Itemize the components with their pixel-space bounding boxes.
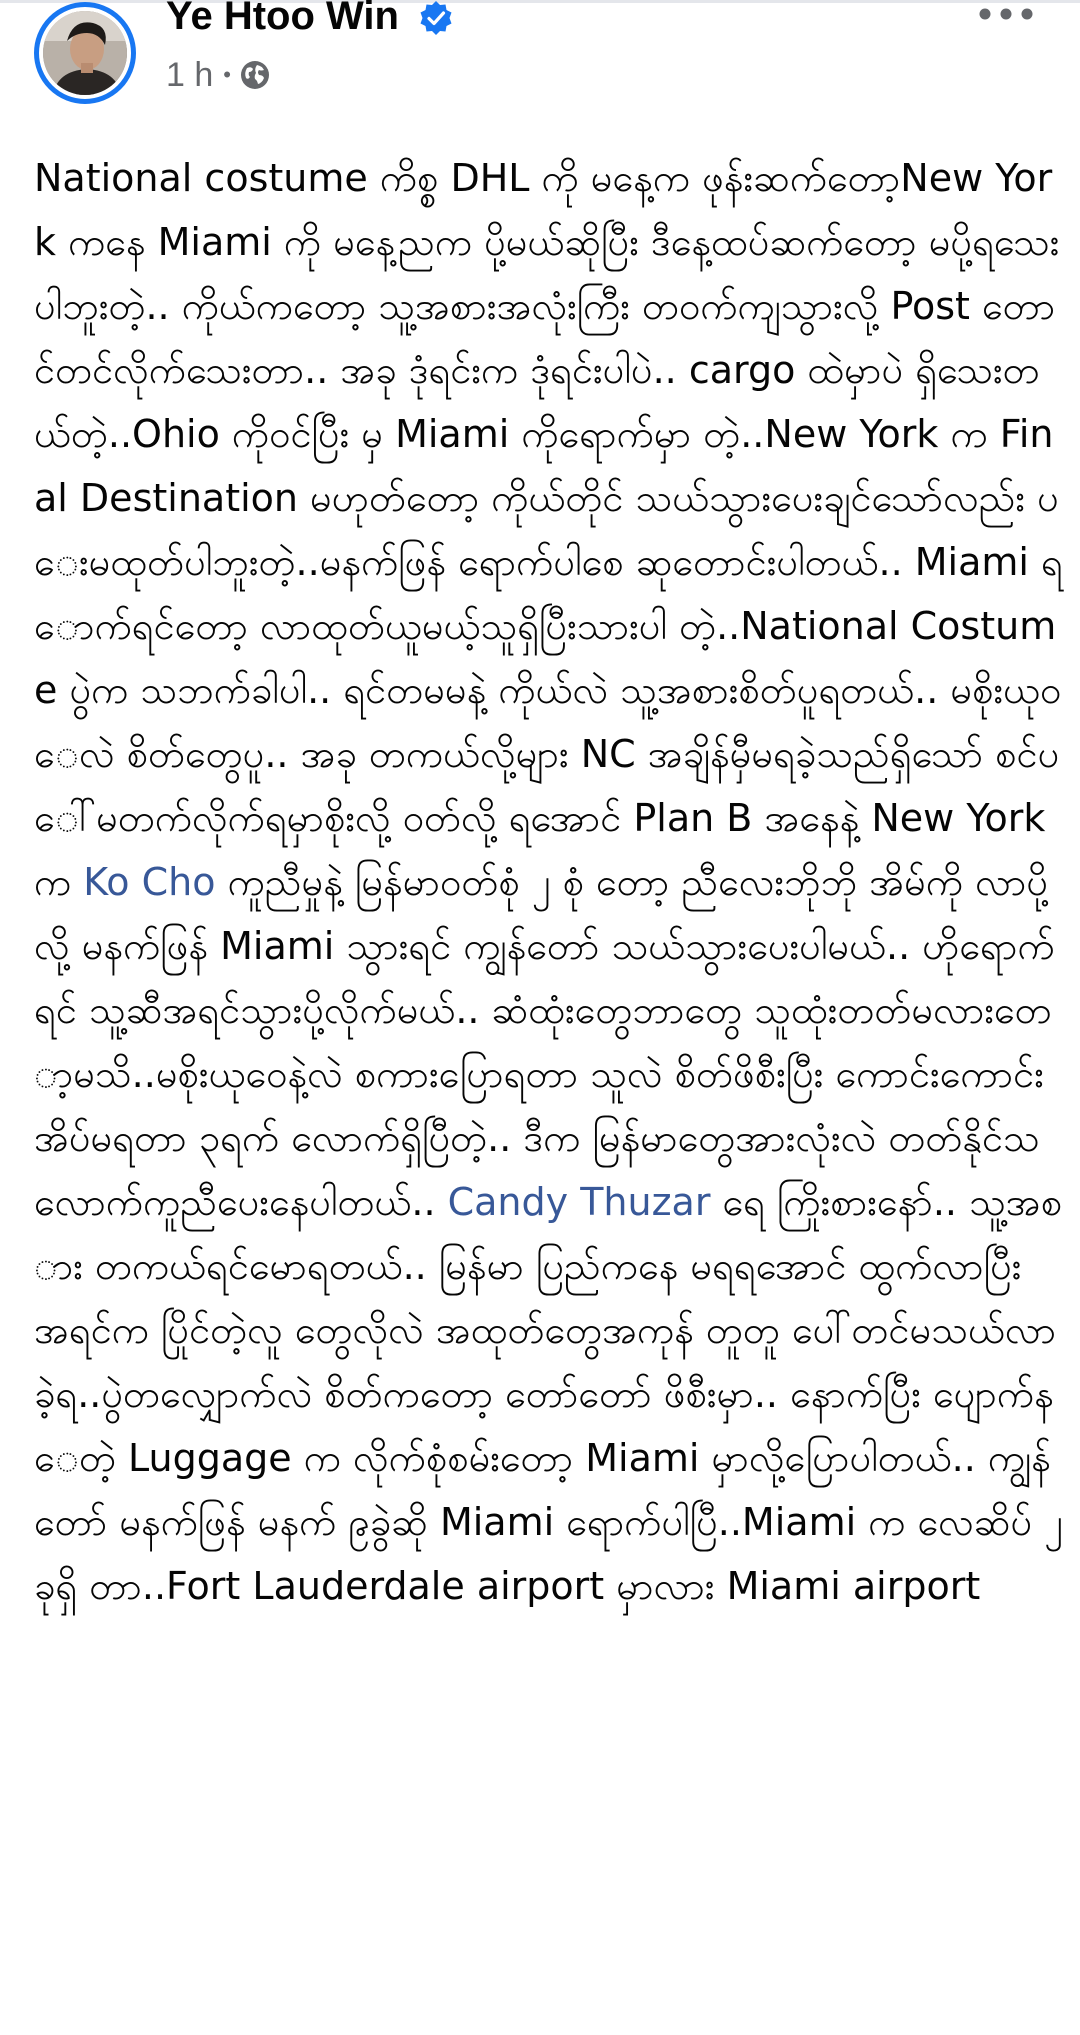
post-text-part-1: National costume ကိစ္စ DHL ကို မနေ့က ဖုန်းဆက်တော့New York ကနေ Miami ကို မနေ့ညက ပို့မယ်ဆိုပြီး ဒီနေ့ထပ်ဆက်တော့ မပို့ရသေးပါဘူးတဲ့.. ကိုယ်ကတော့ သူ့အစားအလုံးကြီး တဝက်ကျသွားလို့ Post တောင်တင်လိုက်သေးတာ.. အခု ဒုံရင်းက ဒုံရင်းပါပဲ.. cargo ထဲမှာပဲ ရှိသေးတယ်တဲ့..Ohio ကိုဝင်ပြီး မှ Miami ကိုရောက်မှာ တဲ့..New York က Final Destination မဟုတ်တော့ ကိုယ်တိုင် သယ်သွားပေးချင်သော်လည်း ပေးမထုတ်ပါဘူးတဲ့..မနက်ဖြန် ရောက်ပါစေ ဆုတောင်းပါတယ်.. Miami ရောက်ရင်တော့ လာထုတ်ယူမယ့်သူရှိပြီးသားပါ တဲ့..National Costume ပွဲက သဘက်ခါပါ.. ရင်တမမနဲ့ ကိုယ်လဲ သူ့အစားစိတ်ပူရတယ်.. မစိုးယုဝေလဲ စိတ်တွေပူ.. အခု တကယ်လို့များ NC အချိန်မှီမရခဲ့သည်ရှိသော် စင်ပေါ်မတက်လိုက်ရမှာစိုးလို့ ဝတ်လို့ ရအောင် Plan B အနေနဲ့ New York က bbox=[34, 156, 1063, 904]
top-divider bbox=[0, 0, 1080, 3]
more-horizontal-icon bbox=[978, 7, 1034, 21]
post-text-part-3: ရေ ကြိုးစားနော်.. သူ့အစား တကယ်ရင်မောရတယ်.. မြန်မာ ပြည်ကနေ မရရအောင် ထွက်လာပြီး အရင်က ပြိုင်တဲ့လူ တွေလိုလဲ အထုတ်တွေအကုန် တူတူ ပေါ်တင်မသယ်လာ ခဲ့ရ..ပွဲတလျှောက်လဲ စိတ်ကတော့ တော်တော် ဖိစီးမှာ.. နောက်ပြီး ပျောက်နေတဲ့ Luggage က လိုက်စုံစမ်းတော့ Miami မှာလို့ပြောပါတယ်.. ကျွန်တော် မနက်ဖြန် မနက် ၉ခွဲဆို Miami ရောက်ပါပြီ..Miami က လေဆိပ် ၂ခုရှိ တာ..Fort Lauderdale airport မှာလား Miami airport bbox=[34, 1180, 1063, 1608]
avatar-photo bbox=[43, 11, 127, 95]
verified-badge-icon bbox=[418, 0, 454, 36]
author-avatar[interactable] bbox=[34, 2, 136, 104]
mention-link-ko-cho[interactable]: Ko Cho bbox=[83, 860, 216, 904]
post-text bbox=[34, 146, 1064, 1618]
post-text-part-2: ကူညီမှုနဲ့ မြန်မာဝတ်စုံ ၂ စုံ တော့ ညီလေးဘိုဘို အိမ်ကို လာပို့လို့ မနက်ဖြန် Miami သွားရင် ကျွန်တော် သယ်သွားပေးပါမယ်.. ဟိုရောက်ရင် သူ့ဆီအရင်သွားပို့လိုက်မယ်.. ဆံထုံးတွေဘာတွေ သူထုံးတတ်မလားတော့မသိ..မစိုးယုဝေနဲ့လဲ စကားပြောရတာ သူလဲ စိတ်ဖိစီးပြီး ကောင်းကောင်းအိပ်မရတာ ၃ရက် လောက်ရှိပြီတဲ့.. ဒီက မြန်မာတွေအားလုံးလဲ တတ်နိုင်သ လောက်ကူညီပေးနေပါတယ်.. bbox=[34, 860, 1055, 1224]
post-meta bbox=[166, 52, 271, 98]
mention-link-candy-thuzar[interactable]: Candy Thuzar bbox=[447, 1180, 711, 1224]
post-options-button[interactable] bbox=[970, 0, 1042, 32]
author-name[interactable]: Ye Htoo Win bbox=[166, 0, 399, 38]
meta-separator: • bbox=[223, 62, 231, 87]
globe-icon bbox=[239, 59, 271, 91]
post-timestamp[interactable]: 1 h bbox=[166, 55, 214, 94]
